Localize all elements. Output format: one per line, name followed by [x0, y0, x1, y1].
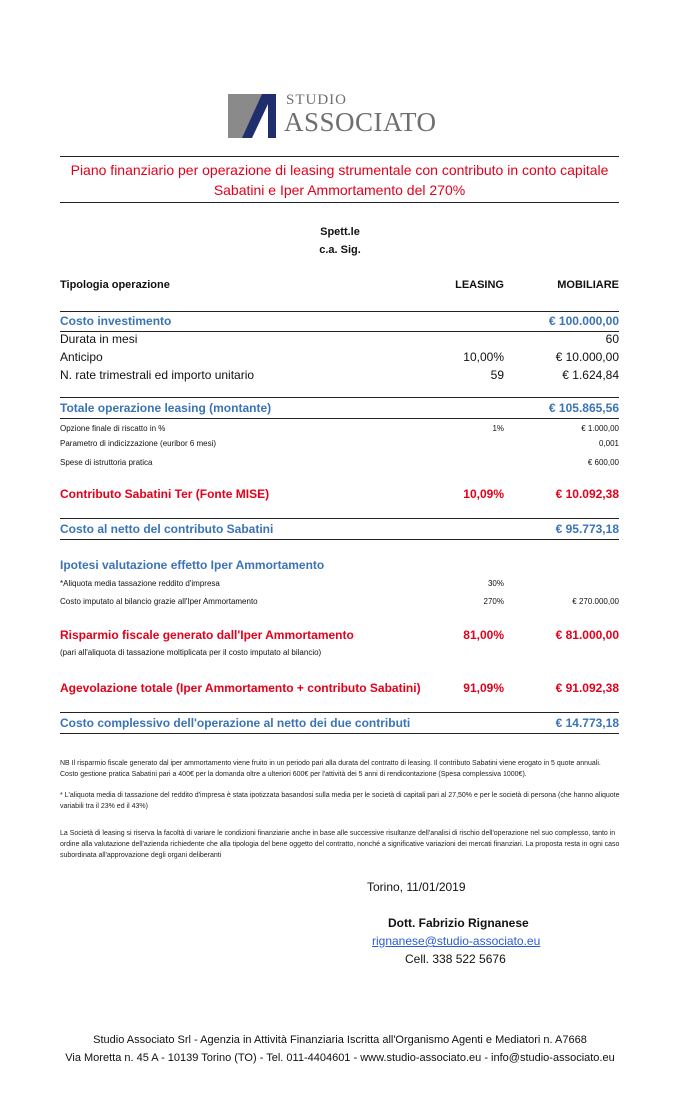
note-nb	[60, 758, 620, 780]
row-agevolazione-totale	[60, 681, 619, 697]
company-logo	[228, 92, 448, 142]
logo-word-associato: ASSOCIATO	[284, 107, 437, 137]
row-anticipo	[60, 350, 619, 366]
row-note: (pari all'aliquota di tassazione moltiplicata per il costo imputato al bilancio)	[60, 648, 322, 657]
row-divider	[60, 539, 619, 540]
row-percent: 30%	[487, 579, 504, 588]
row-value: € 14.773,18	[555, 716, 619, 730]
row-value: 0,001	[598, 439, 619, 448]
row-divider	[60, 518, 619, 519]
row-value: € 10.092,38	[555, 487, 619, 501]
row-label: Costo imputato al bilancio grazie all'Iper Ammortamento	[60, 597, 258, 606]
footer-line1: Studio Associato Srl - Agenzia in Attività Finanziaria Iscritta all'Organismo Agenti e Mediatori n. A7668	[93, 1034, 587, 1046]
row-divider	[60, 733, 619, 734]
row-risparmio-note	[60, 648, 619, 664]
title-top-rule	[60, 156, 619, 157]
row-label: Spese di istruttoria pratica	[60, 458, 153, 467]
row-value: € 91.092,38	[555, 681, 619, 695]
row-value: € 270.000,00	[572, 597, 619, 606]
row-costo-investimento	[60, 314, 619, 330]
row-value: € 105.865,56	[548, 401, 619, 415]
table-header	[60, 279, 619, 312]
row-value: 60	[605, 332, 619, 346]
signature-email-link[interactable]: rignanese@studio-associato.eu	[372, 934, 541, 948]
row-label: Durata in mesi	[60, 332, 138, 346]
section-heading: Ipotesi valutazione effetto Iper Ammortamento	[60, 558, 325, 572]
row-divider	[60, 397, 619, 398]
row-value: € 1.624,84	[562, 368, 619, 382]
row-label: Costo complessivo dell'operazione al netto dei due contributi	[60, 716, 411, 730]
row-divider	[60, 418, 619, 419]
header-col-mobiliare: MOBILIARE	[557, 279, 619, 291]
row-percent: 10,09%	[463, 487, 504, 501]
row-opzione	[60, 424, 619, 440]
header-col-leasing: LEASING	[455, 279, 504, 291]
document-title: Piano finanziario per operazione di leasing strumentale con contributo in conto capitale Sabatini e Iper Ammortamento del 270%	[70, 162, 609, 198]
row-spese	[60, 458, 619, 474]
recipient-line1: Spett.le	[320, 226, 360, 238]
row-totale-leasing	[60, 401, 619, 417]
row-percent: 1%	[492, 424, 504, 433]
row-percent: 91,09%	[463, 681, 504, 695]
row-ipotesi-iper	[60, 558, 619, 574]
row-divider	[60, 712, 619, 713]
row-value: € 95.773,18	[555, 522, 619, 536]
row-percent: 81,00%	[463, 628, 504, 642]
row-label: Costo investimento	[60, 314, 172, 328]
row-costo-imputato	[60, 597, 619, 613]
row-rate	[60, 368, 619, 384]
document-date: Torino, 11/01/2019	[367, 880, 466, 894]
signature-phone: Cell. 338 522 5676	[405, 952, 506, 966]
row-label: Risparmio fiscale generato dall'Iper Ammortamento	[60, 628, 354, 642]
recipient-line2: c.a. Sig.	[319, 244, 361, 256]
signature-name: Dott. Fabrizio Rignanese	[388, 916, 529, 930]
row-value: € 1.000,00	[581, 424, 619, 433]
row-percent: 59	[490, 368, 504, 382]
row-costo-complessivo	[60, 716, 619, 732]
row-label: Costo al netto del contributo Sabatini	[60, 522, 274, 536]
header-label: Tipologia operazione	[60, 279, 170, 291]
row-parametro	[60, 439, 619, 455]
note-nb-line2: Costo gestione pratica Sabatini pari a 400€ per la domanda oltre a ulteriori 600€ per l'attività dei 5 anni di rendicontazione (Spesa complessiva 1000€).	[60, 771, 527, 778]
note-nb-line1: NB Il risparmio fiscale generato dal iper ammortamento viene fruito in un periodo pari alla durata del contratto di leasing. Il contributo Sabatini viene erogato in 5 quote annuali.	[60, 760, 601, 767]
row-value: € 100.000,00	[548, 314, 619, 328]
row-contributo-sabatini	[60, 487, 619, 503]
row-value: € 10.000,00	[555, 350, 619, 364]
row-label: N. rate trimestrali ed importo unitario	[60, 368, 255, 382]
row-value: € 81.000,00	[555, 628, 619, 642]
row-percent: 270%	[483, 597, 504, 606]
logo-word-studio: STUDIO	[286, 92, 347, 108]
row-label: Agevolazione totale (Iper Ammortamento + contributo Sabatini)	[60, 681, 421, 695]
row-label: Anticipo	[60, 350, 103, 364]
row-risparmio-fiscale	[60, 628, 619, 644]
row-costo-netto	[60, 522, 619, 538]
logo-mark-icon	[228, 94, 276, 138]
row-label: Opzione finale di riscatto in %	[60, 424, 166, 433]
row-label: *Aliquota media tassazione reddito d'impresa	[60, 579, 220, 588]
row-label: Parametro di indicizzazione (euribor 6 mesi)	[60, 439, 217, 448]
row-durata	[60, 332, 619, 348]
row-aliquota	[60, 579, 619, 595]
row-value: € 600,00	[587, 458, 619, 467]
title-bottom-rule	[60, 202, 619, 203]
row-label: Contributo Sabatini Ter (Fonte MISE)	[60, 487, 270, 501]
note-disclaimer: La Società di leasing si riserva la facoltà di variare le condizioni finanziarie anche in base alle successive risultanze dell'analisi di rischio dell'operazione nel suo complesso, tanto in ordine alla valutazione dell'azienda richiedente che alla tipologia del bene oggetto del contratto, nonché a significative variazioni dei mercati finanziari. La proposta resta in ogni caso subordinata all'approvazione degli organi deliberanti	[60, 830, 620, 859]
footer-line2: Via Moretta n. 45 A - 10139 Torino (TO) - Tel. 011-4404601 - www.studio-associato.eu - info@studio-associato.eu	[65, 1052, 615, 1064]
note-aliquota: * L'aliquota media di tassazione del reddito d'impresa è stata ipotizzata basandosi sulla media per le società di capitali pari al 27,50% e per le società di persona (che hanno aliquote variabili tra il 23% ed il 43%)	[60, 792, 620, 810]
row-percent: 10,00%	[463, 350, 504, 364]
row-label: Totale operazione leasing (montante)	[60, 401, 272, 415]
